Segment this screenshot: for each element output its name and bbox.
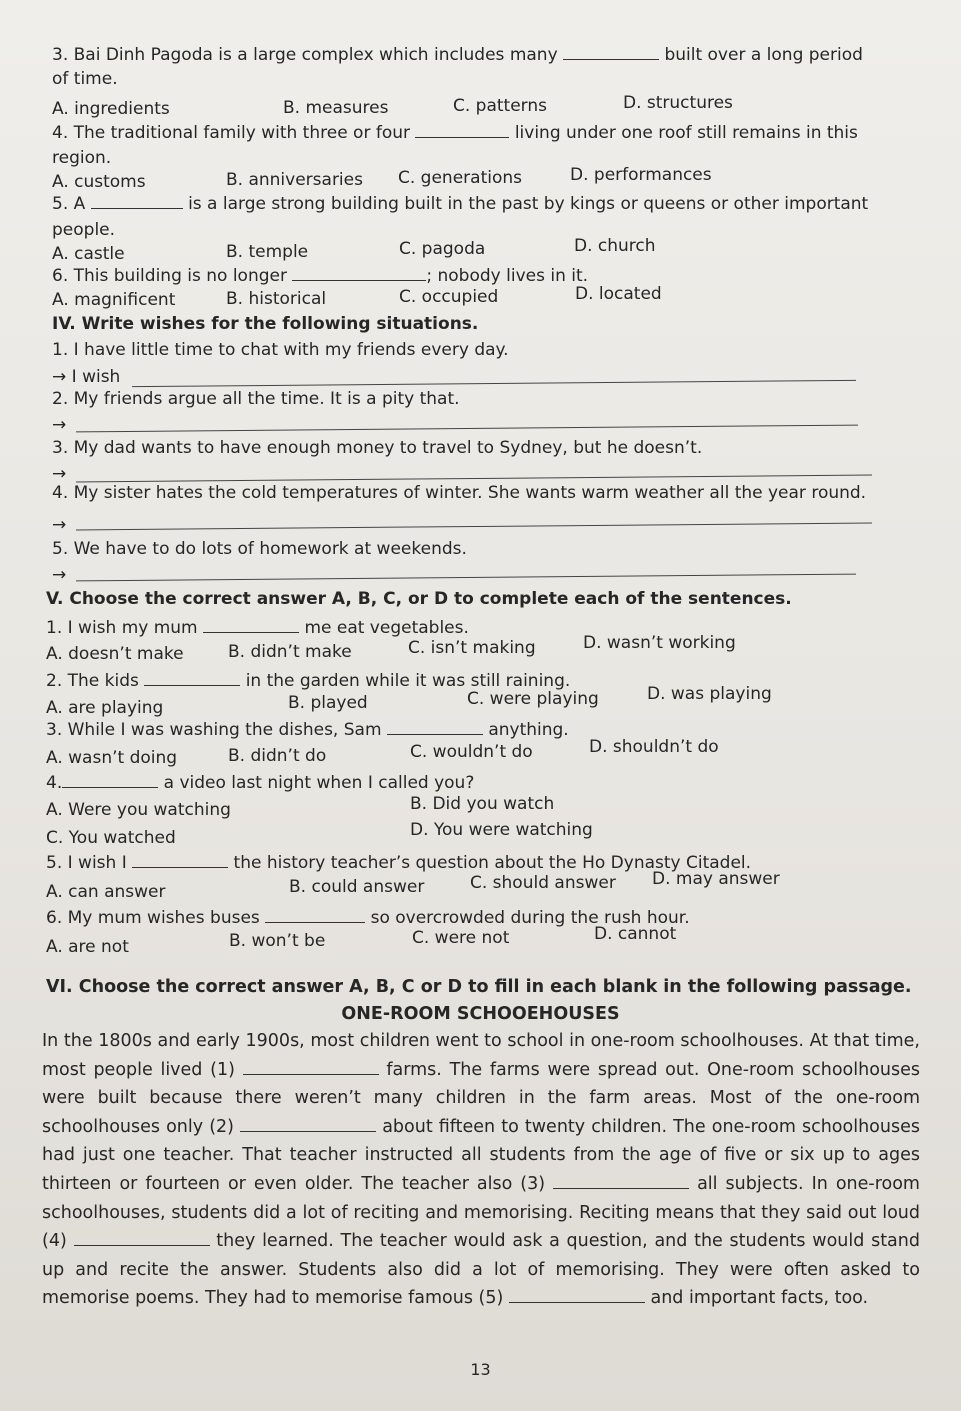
s5-q2-blank[interactable]	[144, 671, 240, 686]
s5-q5-option-b: B. could answer	[289, 877, 425, 897]
passage-blank-5[interactable]	[509, 1288, 645, 1303]
passage-blank-2[interactable]	[240, 1117, 376, 1132]
s5-q1-option-b: B. didn’t make	[228, 642, 352, 662]
s5-q4-option-c: C. You watched	[46, 828, 176, 848]
s5-q2-option-c: C. were playing	[467, 689, 599, 709]
q3-stem: 3. Bai Dinh Pagoda is a large complex which includes many built over a long period	[52, 45, 863, 65]
sec4-item-5: 5. We have to do lots of homework at weekends.	[52, 539, 467, 559]
s5-q3-option-b: B. didn’t do	[228, 746, 327, 766]
q6-option-d: D. located	[575, 284, 662, 304]
s5-q2-option-a: A. are playing	[46, 698, 164, 718]
arrow-icon: →	[52, 415, 67, 435]
s5-q1-option-a: A. doesn’t make	[46, 644, 184, 664]
passage-title: ONE-ROOM SCHOOEHOUSES	[341, 1004, 620, 1024]
s5-q4-option-d: D. You were watching	[410, 820, 593, 840]
s5-q3-blank[interactable]	[387, 720, 483, 735]
s5-q3-option-c: C. wouldn’t do	[410, 742, 533, 762]
passage-blank-3[interactable]	[553, 1174, 689, 1189]
s5-q4-option-a: A. Were you watching	[46, 800, 231, 820]
page-number: 13	[470, 1360, 491, 1379]
q5-stem: 5. A is a large strong building built in the past by kings or queens or other important	[52, 194, 869, 214]
s5-q3-option-a: A. wasn’t doing	[46, 748, 178, 768]
q4-option-b: B. anniversaries	[226, 170, 363, 190]
s5-q2-option-d: D. was playing	[647, 684, 772, 704]
s5-q1-stem: 1. I wish my mum me eat vegetables.	[46, 618, 469, 638]
s5-q4-option-b: B. Did you watch	[410, 794, 555, 814]
q3-option-b: B. measures	[283, 98, 389, 118]
s5-q5-option-c: C. should answer	[470, 873, 616, 893]
q4-stem-cont: region.	[52, 148, 112, 168]
sec4-item-4: 4. My sister hates the cold temperatures of winter. She wants warm weather all the year round.	[52, 483, 867, 503]
q4-blank[interactable]	[415, 123, 509, 138]
s5-q6-option-c: C. were not	[412, 928, 510, 948]
q5-option-d: D. church	[574, 236, 656, 256]
section-6-heading: VI. Choose the correct answer A, B, C or D to fill in each blank in the following passage.	[46, 977, 912, 997]
q5-option-a: A. castle	[52, 244, 125, 264]
sec4-item-3: 3. My dad wants to have enough money to travel to Sydney, but he doesn’t.	[52, 438, 703, 458]
section-4-heading: IV. Write wishes for the following situations.	[52, 314, 479, 334]
s5-q1-option-d: D. wasn’t working	[583, 633, 736, 653]
arrow-icon: →	[52, 565, 67, 585]
q6-stem: 6. This building is no longer ; nobody lives in it.	[52, 266, 589, 286]
s5-q6-option-d: D. cannot	[594, 924, 677, 944]
q4-option-a: A. customs	[52, 172, 146, 192]
q5-stem-cont: people.	[52, 220, 116, 240]
q3-option-a: A. ingredients	[52, 99, 170, 119]
sec4-item-1: 1. I have little time to chat with my friends every day.	[52, 340, 509, 360]
q3-stem-cont: of time.	[52, 69, 118, 89]
s5-q5-blank[interactable]	[132, 853, 228, 868]
answer-line-4[interactable]	[76, 523, 872, 531]
q6-blank[interactable]	[292, 266, 426, 281]
q3-option-d: D. structures	[623, 93, 733, 113]
passage-body: In the 1800s and early 1900s, most children went to school in one-room schoolhouses. At that time, most people lived (1) farms. The farms were spread out. One-room schoolhouses were built because there weren’t many children in the farm areas. Most of the one-room schoolhouses only (2) about fifteen to twenty children. The one-room schoolhouses had just one teacher. That teacher instructed all students from the age of five or six up to ages thirteen or fourteen or even older. The teacher also (3) all subjects. In one-room schoolhouses, students did a lot of reciting and memorising. Reciting means that they said out loud (4) they learned. The teacher would ask a question, and the students would stand up and recite the answer. Students also did a lot of memorising. They were often asked to memorise poems. They had to memorise famous (5) and important facts, too.	[42, 1031, 921, 1309]
passage-blank-1[interactable]	[243, 1060, 379, 1075]
q6-option-a: A. magnificent	[52, 290, 176, 310]
s5-q6-blank[interactable]	[265, 908, 365, 923]
q5-blank[interactable]	[91, 194, 183, 209]
arrow-icon: →	[52, 464, 67, 484]
s5-q5-stem: 5. I wish I the history teacher’s question about the Ho Dynasty Citadel.	[46, 853, 752, 873]
s5-q6-option-a: A. are not	[46, 937, 129, 957]
q4-option-d: D. performances	[570, 165, 712, 185]
q5-option-c: C. pagoda	[399, 239, 486, 259]
passage-blank-4[interactable]	[74, 1231, 210, 1246]
s5-q4-blank[interactable]	[62, 773, 158, 788]
arrow-icon: →	[52, 515, 67, 535]
s5-q6-option-b: B. won’t be	[229, 931, 326, 951]
q6-option-b: B. historical	[226, 289, 327, 309]
s5-q5-option-a: A. can answer	[46, 882, 166, 902]
sec4-item-2: 2. My friends argue all the time. It is a pity that.	[52, 389, 460, 409]
s5-q3-stem: 3. While I was washing the dishes, Sam anything.	[46, 720, 569, 740]
s5-q1-blank[interactable]	[203, 618, 299, 633]
s5-q1-option-c: C. isn’t making	[408, 638, 536, 658]
answer-line-5[interactable]	[76, 574, 856, 582]
s5-q2-option-b: B. played	[288, 693, 368, 713]
q5-option-b: B. temple	[226, 242, 309, 262]
answer-line-1[interactable]	[132, 380, 856, 387]
s5-q5-option-d: D. may answer	[652, 869, 780, 889]
q4-option-c: C. generations	[398, 168, 522, 188]
q3-blank[interactable]	[563, 45, 659, 60]
s5-q4-stem: 4. a video last night when I called you?	[46, 773, 475, 793]
sec4-item-1-lead: → I wish	[52, 367, 121, 387]
section-5-heading: V. Choose the correct answer A, B, C, or D to complete each of the sentences.	[46, 589, 792, 609]
s5-q3-option-d: D. shouldn’t do	[589, 737, 719, 757]
q6-option-c: C. occupied	[399, 287, 499, 307]
s5-q6-stem: 6. My mum wishes buses so overcrowded during the rush hour.	[46, 908, 690, 928]
answer-line-2[interactable]	[76, 425, 858, 433]
q3-option-c: C. patterns	[453, 96, 547, 116]
s5-q2-stem: 2. The kids in the garden while it was still raining.	[46, 671, 571, 691]
q4-stem: 4. The traditional family with three or four living under one roof still remains in this	[52, 123, 858, 143]
